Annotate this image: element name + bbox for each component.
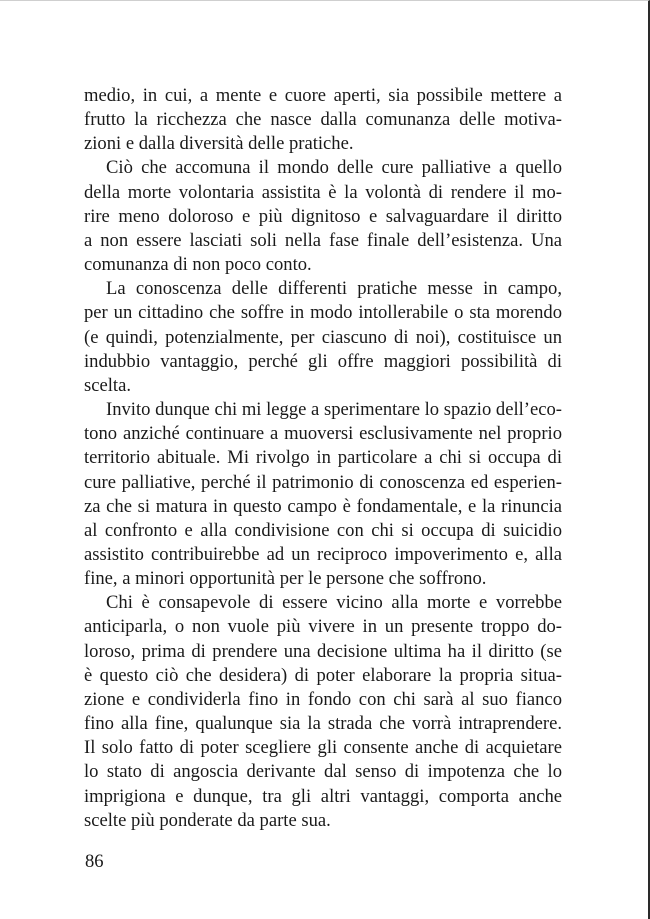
text-line: comunanza di non poco conto. [84,254,312,276]
text-line: fino alla fine, qualunque sia la strada che vorrà intraprendere. [84,713,562,735]
text-line: scelte più ponderate da parte sua. [84,809,331,831]
text-line: frutto la ricchezza che nasce dalla comunanza delle motiva- [84,109,562,131]
text-line: cure palliative, perché il patrimonio di conoscenza ed esperien- [84,471,562,493]
body-text [84,84,562,833]
text-line: tono anziché continuare a muoversi esclusivamente nel proprio [84,423,562,445]
text-line: Ciò che accomuna il mondo delle cure palliative a quello [106,157,562,179]
text-line: zione e condividerla fino in fondo con chi sarà al suo fianco [84,688,562,710]
text-line: assistito contribuirebbe ad un reciproco impoverimento e, alla [84,543,562,565]
text-line: Chi è consapevole di essere vicino alla morte e vorrebbe [106,592,562,614]
text-line: imprigiona e dunque, tra gli altri vantaggi, comporta anche [84,785,562,807]
text-line: a non essere lasciati soli nella fase finale dell’esistenza. Una [84,229,562,251]
text-line: Invito dunque chi mi legge a sperimentare lo spazio dell’eco- [106,399,562,421]
text-line: per un cittadino che soffre in modo intollerabile o sta morendo [84,302,562,324]
text-line: è questo ciò che desidera) di poter elaborare la propria situa- [84,664,562,686]
text-line: La conoscenza delle differenti pratiche messe in campo, [106,278,562,300]
text-line: za che si matura in questo campo è fondamentale, e la rinuncia [84,495,562,517]
text-line: indubbio vantaggio, perché gli offre maggiori possibilità di [84,350,562,372]
text-line: lo stato di angoscia derivante dal senso di impotenza che lo [84,761,562,783]
text-line: medio, in cui, a mente e cuore aperti, sia possibile mettere a [84,85,562,106]
page-number: 86 [85,851,104,872]
text-line: al confronto e alla condivisione con chi si occupa di suicidio [84,519,562,541]
text-line: rire meno doloroso e più dignitoso e salvaguardare il diritto [84,205,562,227]
text-line: (e quindi, potenzialmente, per ciascuno di noi), costituisce un [84,326,562,348]
text-line: territorio abituale. Mi rivolgo in particolare a chi si occupa di [84,447,562,469]
text-line: Il solo fatto di poter scegliere gli consente anche di acquietare [84,737,562,759]
text-line: loroso, prima di prendere una decisione ultima ha il diritto (se [84,640,562,662]
text-line: scelta. [84,374,131,396]
text-line: anticiparla, o non vuole più vivere in un presente troppo do- [84,616,562,638]
text-line: zioni e dalla diversità delle pratiche. [84,133,354,155]
text-line: fine, a minori opportunità per le persone che soffrono. [84,568,487,590]
text-line: della morte volontaria assistita è la volontà di rendere il mo- [84,181,562,203]
